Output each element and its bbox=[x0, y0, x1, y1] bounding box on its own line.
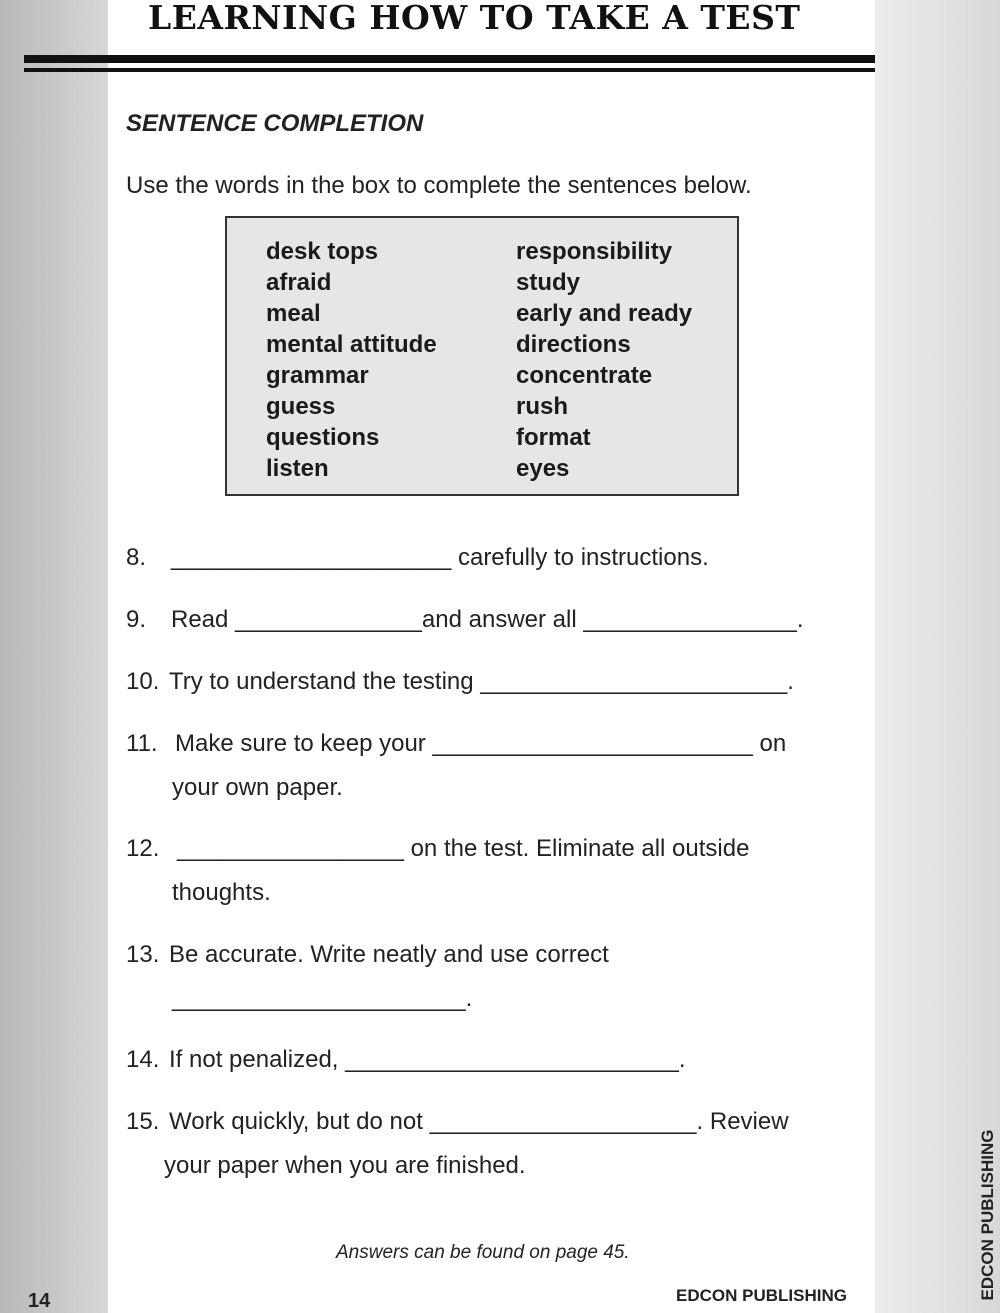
word-item: listen bbox=[266, 455, 329, 482]
word-item: mental attitude bbox=[266, 331, 437, 358]
publisher-side-label: EDCON PUBLISHING bbox=[978, 1129, 997, 1301]
word-list-right bbox=[516, 236, 692, 484]
question-number: 12. bbox=[126, 835, 160, 862]
question-text: Be accurate. Write neatly and use correct bbox=[169, 941, 609, 968]
word-item: questions bbox=[266, 424, 380, 451]
word-item: directions bbox=[516, 331, 631, 358]
word-item: study bbox=[516, 269, 581, 296]
word-item: responsibility bbox=[516, 238, 673, 265]
question-number: 8. bbox=[126, 544, 147, 571]
word-item: early and ready bbox=[516, 300, 693, 327]
word-box bbox=[225, 216, 739, 496]
word-item: format bbox=[516, 424, 591, 451]
question-text: Read ______________and answer all ________________. bbox=[171, 606, 804, 633]
question-8 bbox=[126, 544, 709, 572]
page-title: LEARNING HOW TO TAKE A TEST bbox=[148, 0, 801, 37]
word-item: grammar bbox=[266, 362, 369, 389]
question-12 bbox=[126, 835, 750, 906]
question-number: 10. bbox=[126, 668, 160, 695]
question-continuation: your paper when you are finished. bbox=[164, 1152, 526, 1179]
question-text: Make sure to keep your ________________________ on bbox=[175, 730, 787, 757]
section-heading: SENTENCE COMPLETION bbox=[126, 110, 424, 137]
question-text: _____________________ carefully to instructions. bbox=[171, 544, 709, 571]
question-continuation: your own paper. bbox=[172, 774, 343, 801]
question-text: _________________ on the test. Eliminate all outside bbox=[177, 835, 750, 862]
question-number: 9. bbox=[126, 606, 147, 633]
word-item: rush bbox=[516, 393, 569, 420]
question-text: Work quickly, but do not ____________________. Review bbox=[169, 1108, 789, 1135]
publisher-footer: EDCON PUBLISHING bbox=[676, 1286, 847, 1305]
question-text: Try to understand the testing _______________________. bbox=[169, 668, 794, 695]
question-10 bbox=[126, 668, 794, 696]
word-item: eyes bbox=[516, 455, 570, 482]
word-item: concentrate bbox=[516, 362, 653, 389]
question-13 bbox=[126, 941, 609, 1012]
question-continuation: ______________________. bbox=[172, 985, 473, 1012]
page-number: 14 bbox=[28, 1290, 51, 1312]
word-item: desk tops bbox=[266, 238, 379, 265]
word-item: afraid bbox=[266, 269, 332, 296]
word-list-left bbox=[266, 236, 437, 484]
header-rule-thick bbox=[24, 55, 875, 63]
header-rule-thin bbox=[24, 68, 875, 72]
instructions: Use the words in the box to complete the sentences below. bbox=[126, 172, 752, 199]
question-number: 14. bbox=[126, 1046, 160, 1073]
question-text: If not penalized, _________________________. bbox=[169, 1046, 686, 1073]
answer-note: Answers can be found on page 45. bbox=[336, 1242, 630, 1263]
word-item: meal bbox=[266, 300, 321, 327]
question-continuation: thoughts. bbox=[172, 879, 271, 906]
question-9 bbox=[126, 606, 804, 634]
question-number: 15. bbox=[126, 1108, 160, 1135]
question-11 bbox=[126, 730, 787, 801]
question-14 bbox=[126, 1046, 685, 1074]
word-item: guess bbox=[266, 393, 336, 420]
question-number: 13. bbox=[126, 941, 160, 968]
question-number: 11. bbox=[126, 730, 158, 757]
question-15 bbox=[126, 1108, 789, 1179]
